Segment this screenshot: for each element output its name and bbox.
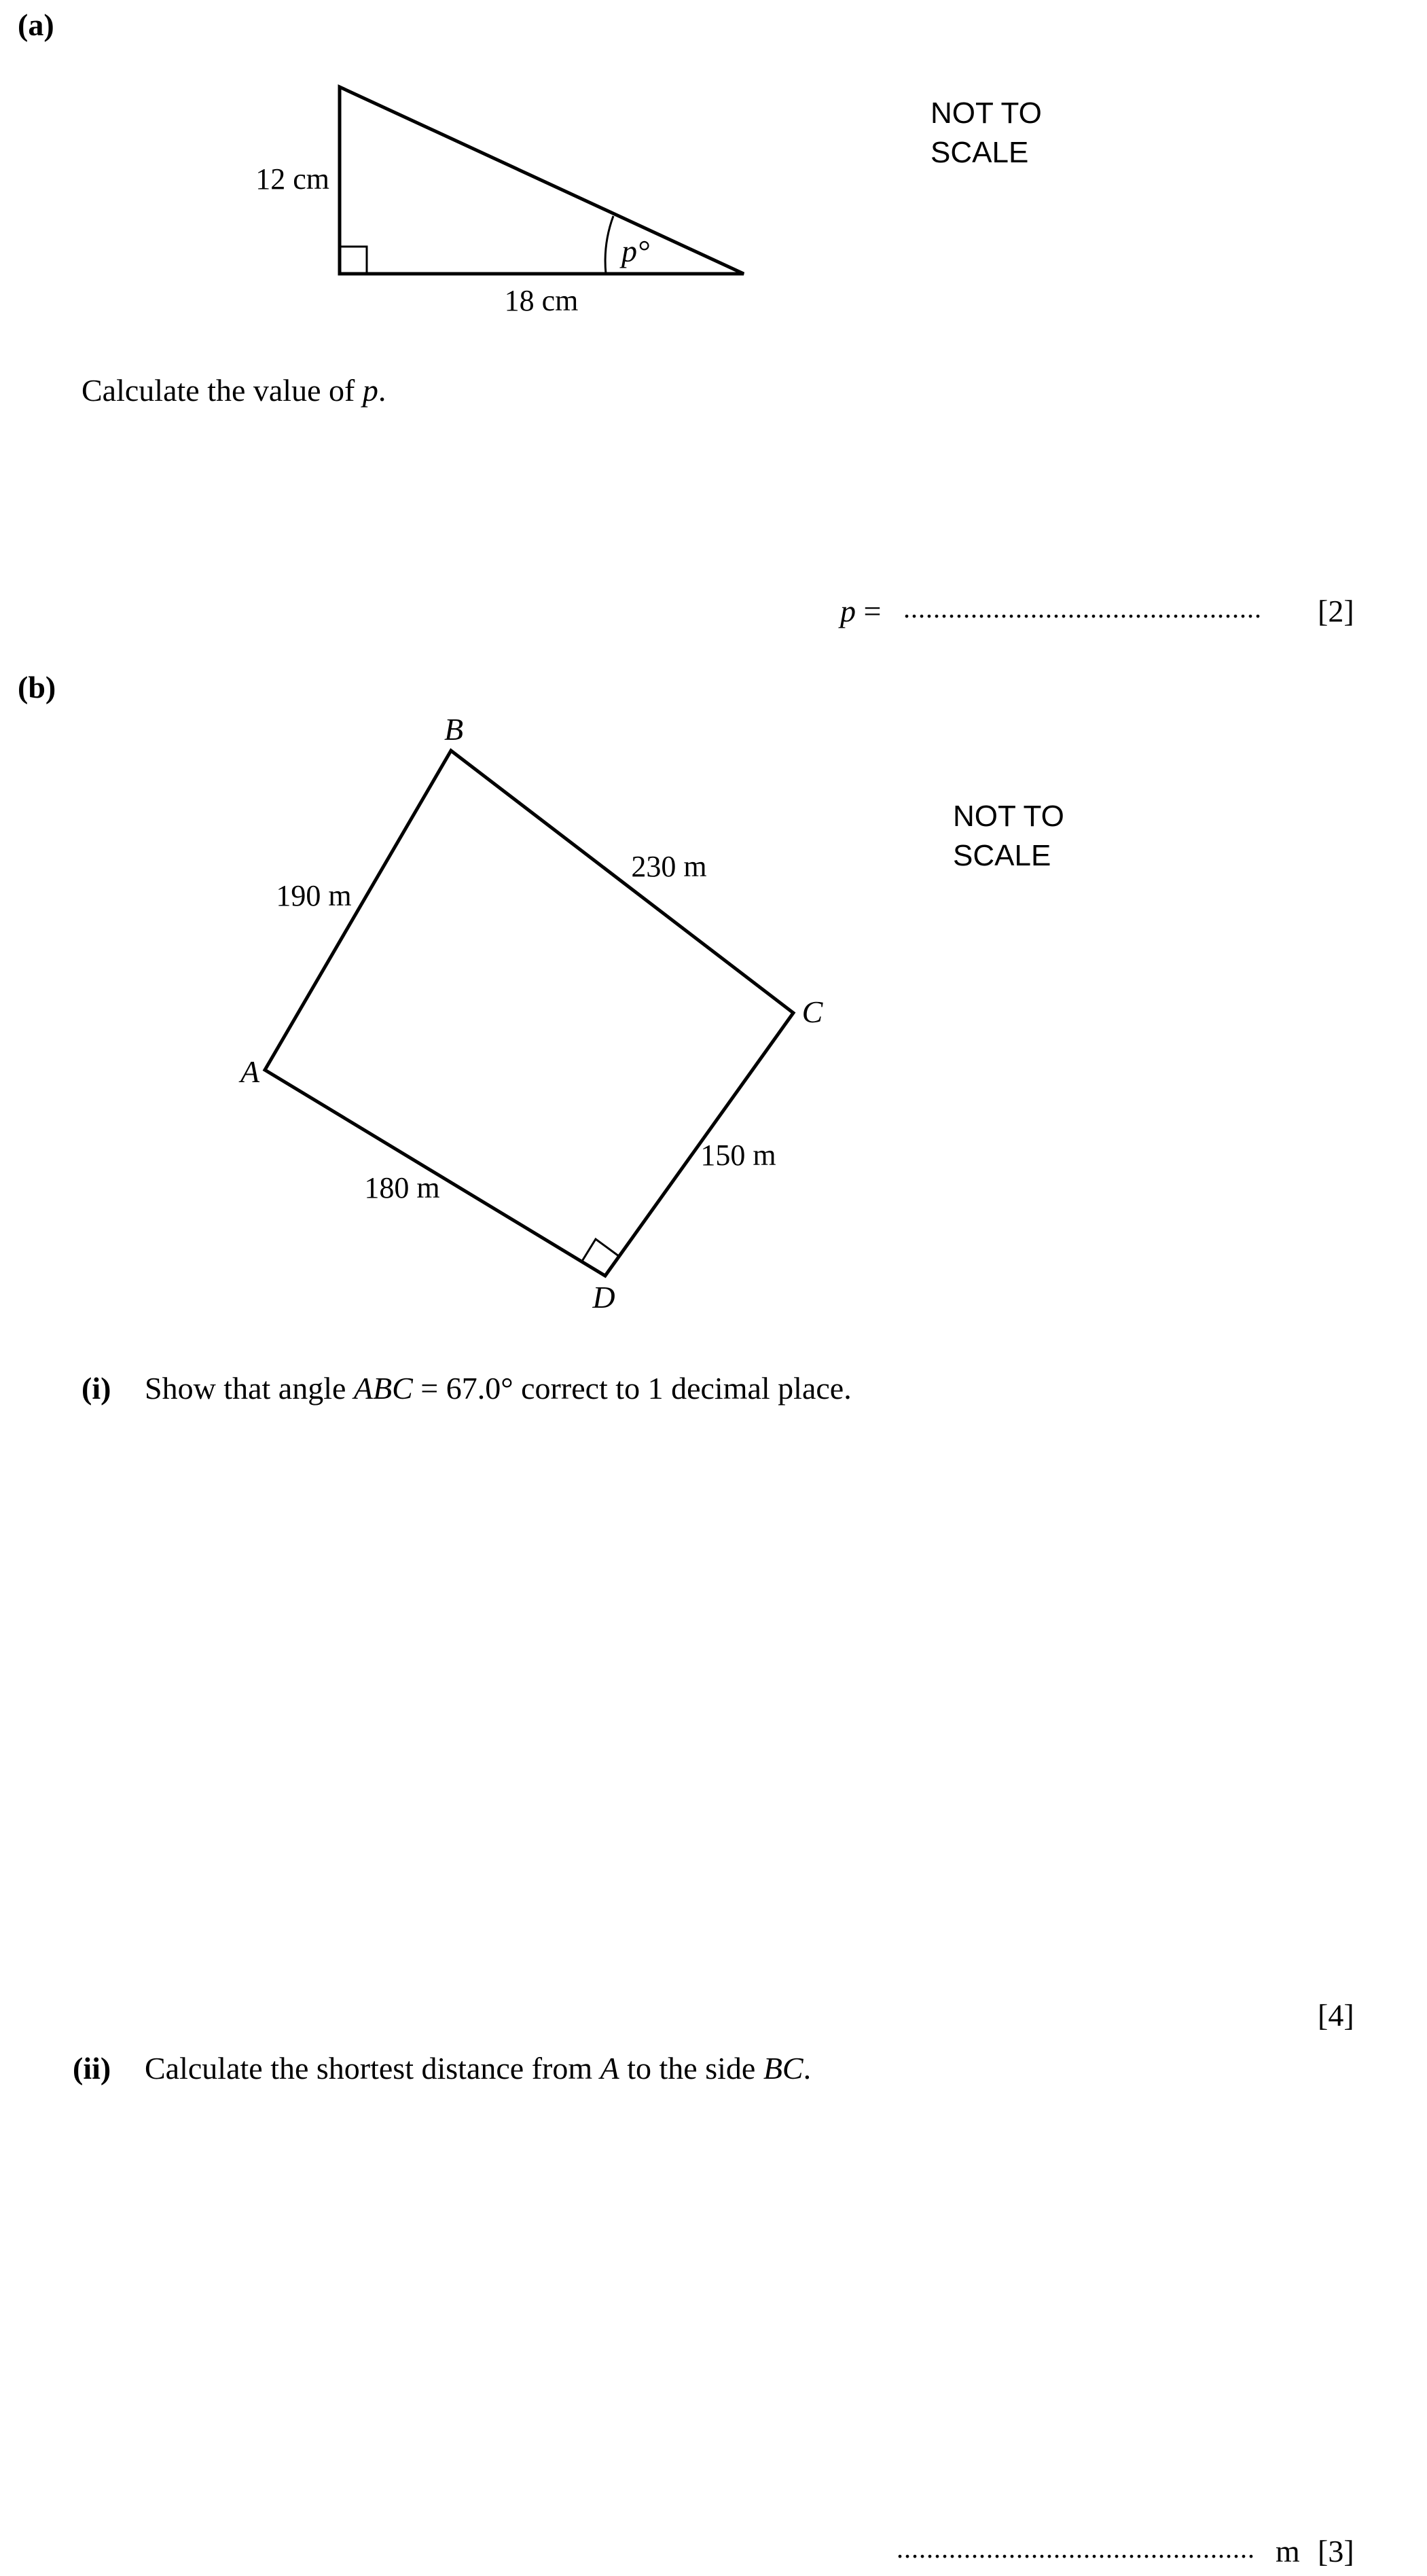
side-12cm-label: 12 cm xyxy=(255,162,329,196)
quadrilateral-shape xyxy=(265,751,793,1276)
marks-a: [2] xyxy=(1318,594,1354,628)
side-ab-label: 190 m xyxy=(276,879,352,912)
variable-p: p xyxy=(362,373,378,408)
side-cd-label: 150 m xyxy=(700,1139,776,1172)
answer-dots-a[interactable]: ................................................ xyxy=(903,593,1262,624)
note-b-line1: NOT TO xyxy=(953,800,1064,833)
sub-question-i-label: (i) xyxy=(82,1371,111,1406)
vertex-d-label: D xyxy=(592,1280,615,1314)
vertex-c-label: C xyxy=(801,995,823,1029)
side-ad-label: 180 m xyxy=(364,1171,440,1204)
not-to-scale-note-b xyxy=(953,797,1064,876)
angle-p-label: p° xyxy=(621,234,650,268)
quadrilateral-diagram xyxy=(0,679,951,1345)
side-bc-label: 230 m xyxy=(631,850,707,883)
sub-question-i-text: Show that angle ABC = 67.0° correct to 1 decimal place. xyxy=(145,1371,852,1406)
side-18cm-label: 18 cm xyxy=(504,284,579,317)
sub-question-ii-text: Calculate the shortest distance from A to the side BC. xyxy=(145,2051,812,2086)
triangle-diagram xyxy=(0,0,815,340)
right-angle-marker-a xyxy=(340,247,367,274)
sub-question-ii-label: (ii) xyxy=(73,2051,111,2086)
note-b-line2: SCALE xyxy=(953,839,1051,872)
angle-arc-p xyxy=(605,216,613,274)
marks-b-i: [4] xyxy=(1318,1998,1354,2033)
part-a-label: (a) xyxy=(18,7,54,42)
vertex-a-label: A xyxy=(240,1054,260,1089)
part-b-label: (b) xyxy=(18,670,56,704)
not-to-scale-note-a xyxy=(931,94,1042,173)
answer-unit-b-ii: m xyxy=(1276,2534,1300,2569)
marks-b-ii: [3] xyxy=(1318,2534,1354,2569)
note-a-line2: SCALE xyxy=(931,136,1029,169)
vertex-b-label: B xyxy=(444,712,464,747)
right-angle-marker-d xyxy=(581,1239,619,1262)
triangle-shape xyxy=(340,87,744,274)
answer-dots-b-ii[interactable]: ................................................ xyxy=(897,2533,1255,2564)
question-a-text: Calculate the value of p. xyxy=(82,373,386,408)
answer-line-a: p = xyxy=(840,594,882,628)
note-a-line1: NOT TO xyxy=(931,96,1042,130)
